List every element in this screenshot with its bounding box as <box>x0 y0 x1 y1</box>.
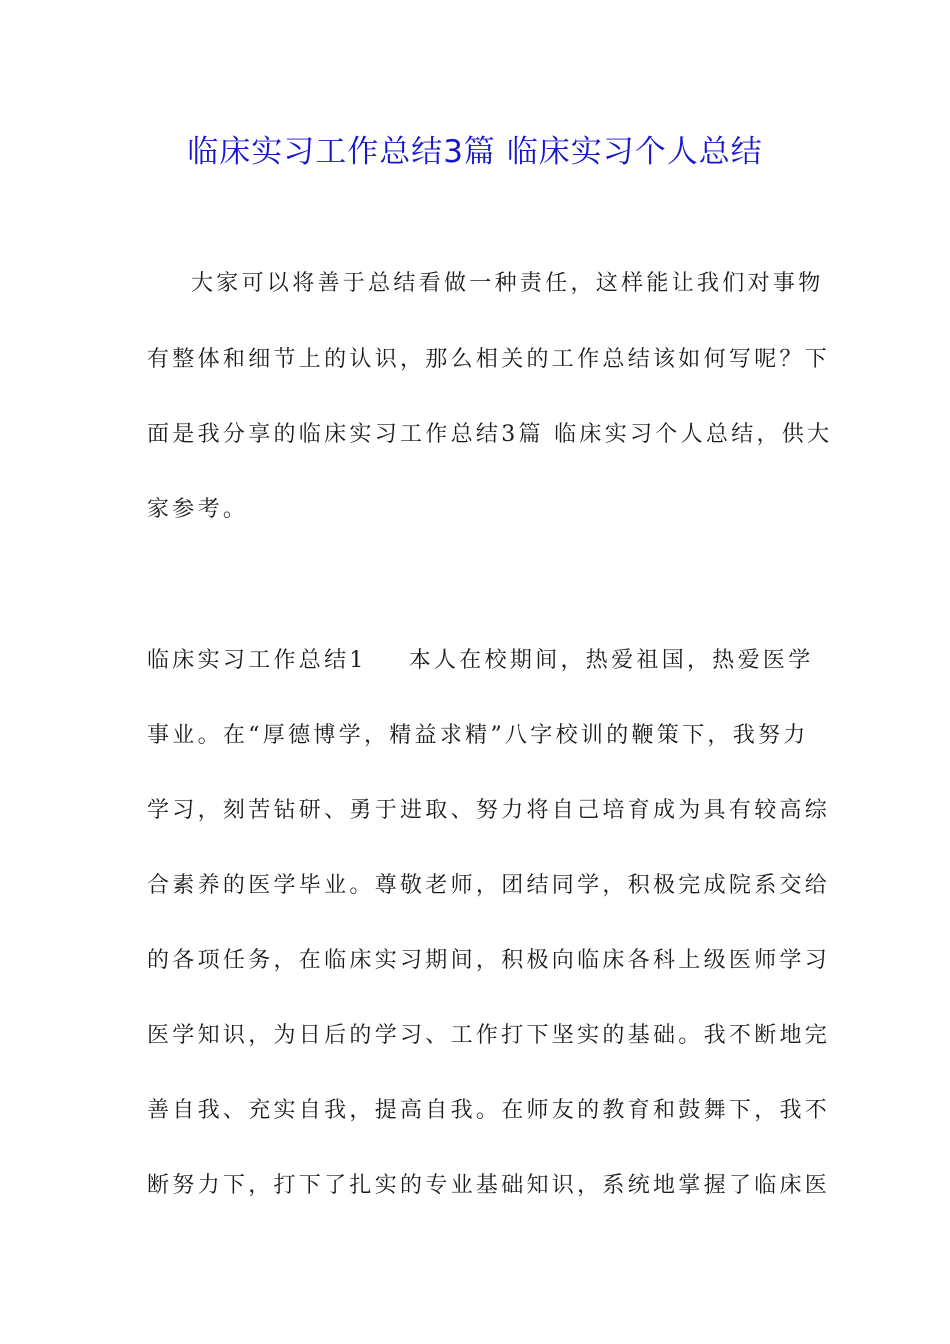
intro-line: 面是我分享的临床实习工作总结3篇 临床实习个人总结，供大 <box>147 422 833 447</box>
section-heading: 临床实习工作总结1 <box>147 648 367 673</box>
body-line: 断努力下，打下了扎实的专业基础知识，系统地掌握了临床医 <box>147 1173 831 1198</box>
body-line: 本人在校期间，热爱祖国，热爱医学 <box>408 648 814 673</box>
section-first-line <box>147 644 814 678</box>
document-title: 临床实习工作总结3篇 临床实习个人总结 <box>187 134 763 170</box>
body-line: 医学知识，为日后的学习、工作打下坚实的基础。我不断地完 <box>147 1023 831 1048</box>
body-line: 事业。在“厚德博学，精益求精”八字校训的鞭策下，我努力 <box>147 723 809 748</box>
intro-line: 大家可以将善于总结看做一种责任，这样能让我们对事物 <box>191 271 824 296</box>
body-line: 合素养的医学毕业。尊敬老师，团结同学，积极完成院系交给 <box>147 873 831 898</box>
body-line: 学习，刻苦钻研、勇于进取、努力将自己培育成为具有较高综 <box>147 798 831 823</box>
body-line: 的各项任务，在临床实习期间，积极向临床各科上级医师学习 <box>147 948 831 973</box>
body-line: 善自我、充实自我，提高自我。在师友的教育和鼓舞下，我不 <box>147 1098 831 1123</box>
intro-line: 有整体和细节上的认识，那么相关的工作总结该如何写呢？下 <box>147 347 831 372</box>
intro-line: 家参考。 <box>147 497 249 522</box>
